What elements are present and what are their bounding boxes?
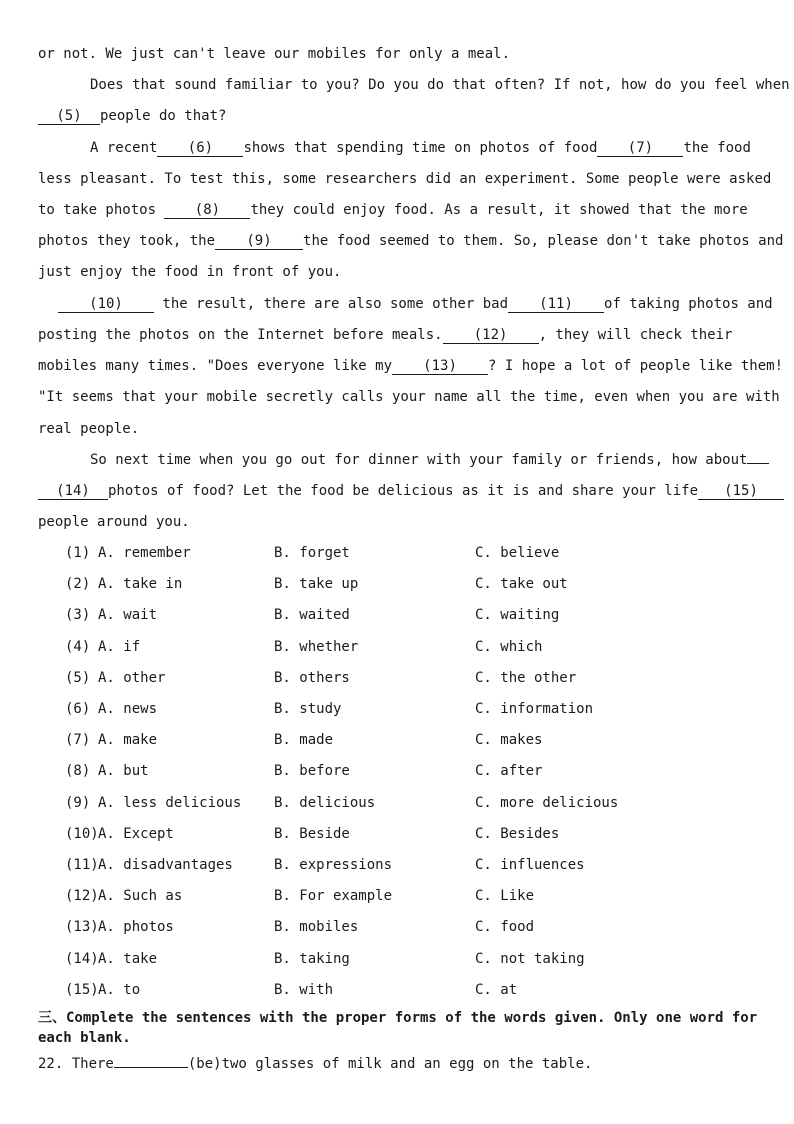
option-a[interactable]: A. Except [98,825,174,842]
passage-text: to take photos [38,202,165,218]
option-row [0,793,794,813]
passage-line: "It seems that your mobile secretly calls your name all the time, even when you are with [38,389,780,405]
question-22 [38,1054,758,1074]
passage-line: people around you. [38,514,190,530]
option-c[interactable]: C. waiting [475,607,560,624]
option-c[interactable]: C. at [475,981,518,998]
option-number: (12) [65,888,99,905]
blank-9[interactable]: (9) [215,233,303,250]
blank-5[interactable]: (5) [38,108,100,125]
passage-line [38,325,758,345]
option-row [0,949,794,969]
option-row [0,699,794,719]
option-c[interactable]: C. makes [475,732,543,749]
option-c[interactable]: C. take out [475,576,568,593]
blank-8[interactable]: (8) [164,202,250,219]
passage-line [38,356,784,376]
option-a[interactable]: A. to [98,981,141,998]
option-a[interactable]: A. take in [98,576,183,593]
option-row [0,886,794,906]
blank-15[interactable]: (15) [698,483,784,500]
passage-text: , they will check their [538,327,733,343]
option-b[interactable]: B. study [274,701,342,717]
option-a[interactable]: A. wait [98,607,158,624]
option-number: (13) [65,919,99,936]
option-a[interactable]: A. less delicious [98,794,242,811]
passage-text: A recent [90,140,158,156]
question-number: 22. There [38,1056,114,1072]
blank-11[interactable]: (11) [508,296,604,313]
blank-12[interactable]: (12) [443,327,539,344]
option-a[interactable]: A. take [98,950,158,967]
option-number: (8) [65,763,91,780]
passage-line: less pleasant. To test this, some researchers did an experiment. Some people were asked [38,171,772,187]
option-row [0,980,794,1000]
passage-line: just enjoy the food in front of you. [38,264,342,280]
passage-text: posting the photos on the Internet before meals. [38,327,443,343]
passage-line: Does that sound familiar to you? Do you do that often? If not, how do you feel when [90,77,790,93]
passage-line [38,231,784,251]
passage-line [90,450,758,470]
option-c[interactable]: C. influences [475,857,585,873]
passage-text: photos they took, the [38,233,216,249]
option-b[interactable]: B. made [274,732,334,749]
option-c[interactable]: C. more delicious [475,794,619,811]
option-row [0,668,794,688]
option-b[interactable]: B. before [274,763,350,780]
passage-text: of taking photos and [604,296,773,312]
option-c[interactable]: C. information [475,701,594,717]
option-a[interactable]: A. news [98,701,158,717]
option-c[interactable]: C. the other [475,669,577,686]
option-number: (7) [65,732,91,749]
option-b[interactable]: B. expressions [274,857,393,873]
option-c[interactable]: C. Besides [475,825,560,842]
option-number: (11) [65,857,99,873]
passage-line [58,294,773,314]
blank-14[interactable]: (14) [38,483,108,500]
option-a[interactable]: A. if [98,638,141,655]
blank-13[interactable]: (13) [392,358,488,375]
option-number: (3) [65,607,91,624]
option-a[interactable]: A. other [98,669,166,686]
option-b[interactable]: B. delicious [274,794,376,811]
question-text: (be)two glasses of milk and an egg on the table. [187,1056,593,1072]
passage-line [38,481,758,501]
passage-text: So next time when you go out for dinner with your family or friends, how about [90,452,748,468]
option-c[interactable]: C. which [475,638,543,655]
option-b[interactable]: B. with [274,981,334,998]
passage-text: the food seemed to them. So, please don't take photos and [303,233,784,249]
passage-text: shows that spending time on photos of food [243,140,598,156]
option-a[interactable]: A. make [98,732,158,749]
option-a[interactable]: A. photos [98,919,174,936]
option-number: (15) [65,981,99,998]
passage-line [38,200,758,220]
option-b[interactable]: B. Beside [274,825,350,842]
option-b[interactable]: B. take up [274,576,359,593]
passage-line [38,106,758,126]
option-b[interactable]: B. For example [274,888,393,905]
option-b[interactable]: B. forget [274,545,350,561]
passage-text: the result, there are also some other bad [154,296,509,312]
option-c[interactable]: C. after [475,763,543,780]
passage-text: people do that? [100,108,227,124]
passage-text: mobiles many times. "Does everyone like my [38,358,393,374]
option-c[interactable]: C. believe [475,545,560,561]
option-number: (5) [65,669,91,686]
blank-10[interactable]: (10) [58,296,154,313]
option-row [0,637,794,657]
option-row [0,824,794,844]
option-a[interactable]: A. disadvantages [98,857,233,873]
option-row [0,917,794,937]
option-number: (2) [65,576,91,593]
passage-text: ? I hope a lot of people like them! [488,358,784,374]
option-b[interactable]: B. whether [274,638,359,655]
option-number: (14) [65,950,99,967]
blank-7[interactable]: (7) [597,140,683,157]
option-b[interactable]: B. mobiles [274,919,359,936]
passage-line: real people. [38,421,140,437]
passage-line [90,138,758,158]
option-number: (9) [65,794,91,811]
option-row [0,761,794,781]
option-row [0,605,794,625]
passage-text: photos of food? Let the food be delicious as it is and share your life [108,483,699,499]
passage-line: or not. We just can't leave our mobiles for only a meal. [38,46,511,62]
option-c[interactable]: C. Like [475,888,535,905]
option-a[interactable]: A. but [98,763,149,780]
passage-text: the food [683,140,751,156]
section-heading: 三、Complete the sentences with the proper forms of the words given. Only one word for each blank. [38,1010,758,1046]
option-b[interactable]: B. waited [274,607,350,624]
blank-14-start[interactable] [747,463,769,464]
option-number: (1) [65,545,91,561]
passage-text: they could enjoy food. As a result, it showed that the more [250,202,748,218]
option-a[interactable]: A. Such as [98,888,183,905]
answer-blank-22[interactable] [114,1067,188,1068]
option-row [0,543,794,563]
option-number: (10) [65,825,99,842]
option-c[interactable]: C. not taking [475,950,585,967]
option-row [0,730,794,750]
option-row [0,855,794,875]
option-b[interactable]: B. others [274,669,350,686]
option-b[interactable]: B. taking [274,950,350,967]
blank-6[interactable]: (6) [157,140,243,157]
option-row [0,574,794,594]
option-c[interactable]: C. food [475,919,535,936]
option-number: (4) [65,638,91,655]
option-a[interactable]: A. remember [98,545,191,561]
option-number: (6) [65,701,91,717]
